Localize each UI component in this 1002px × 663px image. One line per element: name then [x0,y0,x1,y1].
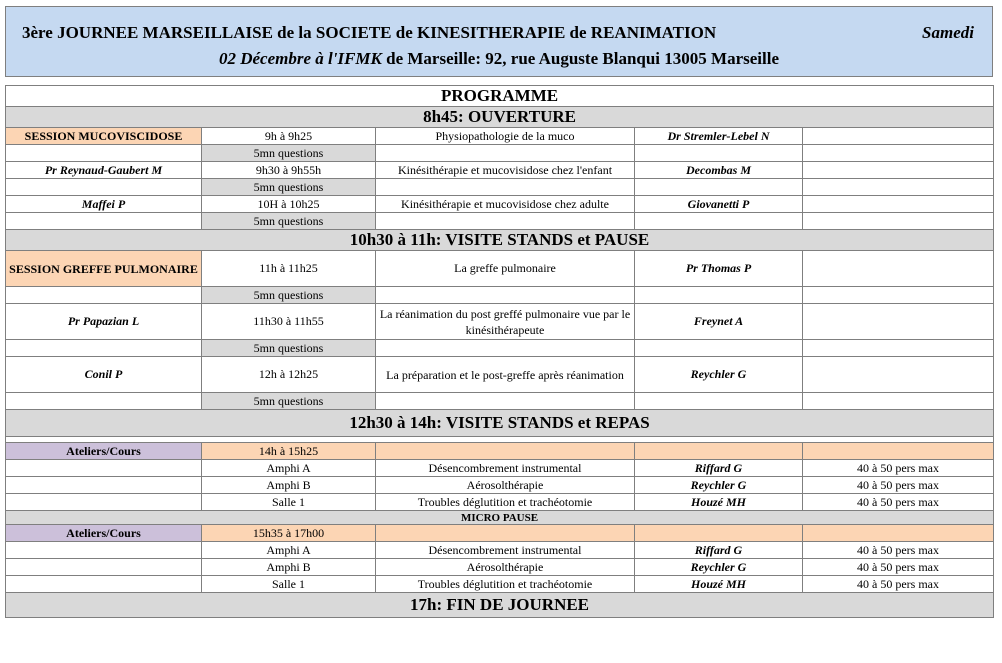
questions-row [6,393,994,410]
closing-row [6,593,994,618]
opening-row [6,107,994,128]
empty-cell [6,213,202,230]
empty-cell [803,128,994,145]
questions-cell: 5mn questions [202,213,376,230]
table-row [6,559,994,576]
empty-cell [6,340,202,357]
table-row [6,128,994,145]
table-row [6,304,994,340]
room-cell: Amphi B [202,559,376,576]
empty-cell [6,576,202,593]
empty-cell [6,559,202,576]
empty-cell [803,357,994,393]
room-cell: Amphi A [202,542,376,559]
empty-cell [635,145,803,162]
capacity-cell: 40 à 50 pers max [803,494,994,511]
capacity-cell: 40 à 50 pers max [803,460,994,477]
topic-cell: Physiopathologie de la muco [376,128,635,145]
empty-cell [803,251,994,287]
speaker-cell: Riffard G [635,460,803,477]
questions-cell: 5mn questions [202,145,376,162]
speaker-cell: Pr Thomas P [635,251,803,287]
topic-cell: Kinésithérapie et mucovisidose chez adulte [376,196,635,213]
time-cell: 12h à 12h25 [202,357,376,393]
table-row [6,196,994,213]
break-row [6,230,994,251]
topic-cell: Désencombrement instrumental [376,460,635,477]
event-address: de Marseille: 92, rue Auguste Blanqui 13005 Marseille [381,49,779,68]
empty-cell [803,393,994,410]
time-cell: 11h30 à 11h55 [202,304,376,340]
empty-cell [376,525,635,542]
empty-cell [803,196,994,213]
capacity-cell: 40 à 50 pers max [803,576,994,593]
empty-cell [803,162,994,179]
empty-cell [376,179,635,196]
speaker-cell: Reychler G [635,357,803,393]
empty-cell [635,443,803,460]
table-row [6,477,994,494]
empty-cell [635,213,803,230]
topic-cell: Aérosolthérapie [376,477,635,494]
opening-banner: 8h45: OUVERTURE [6,107,994,128]
event-header [5,6,993,77]
table-row [6,460,994,477]
chair-cell: Maffei P [6,196,202,213]
topic-cell: Aérosolthérapie [376,559,635,576]
empty-cell [635,340,803,357]
time-cell: 9h à 9h25 [202,128,376,145]
empty-cell [803,304,994,340]
time-cell: 11h à 11h25 [202,251,376,287]
programme-table [5,85,994,618]
table-row [6,576,994,593]
questions-row [6,179,994,196]
empty-cell [803,287,994,304]
empty-cell [376,443,635,460]
room-cell: Salle 1 [202,576,376,593]
questions-row [6,213,994,230]
event-title-line [6,23,992,43]
topic-cell: Désencombrement instrumental [376,542,635,559]
empty-cell [6,542,202,559]
micro-pause-row [6,511,994,525]
empty-cell [635,179,803,196]
event-date: 02 Décembre à l'IFMK [218,49,382,68]
capacity-cell: 40 à 50 pers max [803,542,994,559]
empty-cell [6,287,202,304]
chair-cell: Conil P [6,357,202,393]
programme-sheet [5,6,993,618]
chair-cell: Pr Papazian L [6,304,202,340]
table-row [6,162,994,179]
speaker-cell: Reychler G [635,559,803,576]
topic-cell: La réanimation du post greffé pulmonaire vue par le kinésithérapeute [376,304,635,340]
ateliers-label: Ateliers/Cours [6,525,202,542]
questions-row [6,145,994,162]
event-day: Samedi [922,23,974,42]
empty-cell [6,145,202,162]
questions-cell: 5mn questions [202,393,376,410]
session-greffe-label: SESSION GREFFE PULMONAIRE [6,251,202,287]
empty-cell [6,494,202,511]
chair-cell: Pr Reynaud-Gaubert M [6,162,202,179]
empty-cell [376,287,635,304]
empty-cell [376,393,635,410]
table-row [6,357,994,393]
ateliers-label: Ateliers/Cours [6,443,202,460]
programme-title-row [6,86,994,107]
table-row [6,494,994,511]
session-muco-label: SESSION MUCOVISCIDOSE [6,128,202,145]
empty-cell [803,443,994,460]
room-cell: Salle 1 [202,494,376,511]
empty-cell [6,477,202,494]
topic-cell: Troubles déglutition et trachéotomie [376,576,635,593]
speaker-cell: Giovanetti P [635,196,803,213]
empty-cell [803,179,994,196]
topic-cell: La greffe pulmonaire [376,251,635,287]
empty-cell [635,525,803,542]
ateliers-time: 15h35 à 17h00 [202,525,376,542]
questions-cell: 5mn questions [202,179,376,196]
empty-cell [803,525,994,542]
lunch-banner: 12h30 à 14h: VISITE STANDS et REPAS [6,410,994,437]
speaker-cell: Houzé MH [635,494,803,511]
empty-cell [803,145,994,162]
ateliers-time: 14h à 15h25 [202,443,376,460]
capacity-cell: 40 à 50 pers max [803,477,994,494]
speaker-cell: Houzé MH [635,576,803,593]
empty-cell [6,460,202,477]
ateliers-header-row [6,443,994,460]
speaker-cell: Riffard G [635,542,803,559]
topic-cell: Troubles déglutition et trachéotomie [376,494,635,511]
empty-cell [376,213,635,230]
ateliers-header-row [6,525,994,542]
empty-cell [6,179,202,196]
programme-title: PROGRAMME [6,86,994,107]
time-cell: 10H à 10h25 [202,196,376,213]
empty-cell [635,393,803,410]
empty-cell [635,287,803,304]
table-row [6,251,994,287]
questions-row [6,287,994,304]
room-cell: Amphi B [202,477,376,494]
event-location-line [6,49,992,69]
empty-cell [803,213,994,230]
capacity-cell: 40 à 50 pers max [803,559,994,576]
closing-banner: 17h: FIN DE JOURNEE [6,593,994,618]
time-cell: 9h30 à 9h55h [202,162,376,179]
empty-cell [6,393,202,410]
topic-cell: La préparation et le post-greffe après réanimation [376,357,635,393]
micro-pause-banner: MICRO PAUSE [6,511,994,525]
topic-cell: Kinésithérapie et mucovisidose chez l'enfant [376,162,635,179]
questions-row [6,340,994,357]
break-banner: 10h30 à 11h: VISITE STANDS et PAUSE [6,230,994,251]
questions-cell: 5mn questions [202,287,376,304]
speaker-cell: Freynet A [635,304,803,340]
empty-cell [803,340,994,357]
event-title: 3ère JOURNEE MARSEILLAISE de la SOCIETE de KINESITHERAPIE de REANIMATION [22,23,717,42]
empty-cell [376,145,635,162]
empty-cell [376,340,635,357]
speaker-cell: Dr Stremler-Lebel N [635,128,803,145]
break-row [6,410,994,437]
room-cell: Amphi A [202,460,376,477]
speaker-cell: Reychler G [635,477,803,494]
questions-cell: 5mn questions [202,340,376,357]
table-row [6,542,994,559]
speaker-cell: Decombas M [635,162,803,179]
